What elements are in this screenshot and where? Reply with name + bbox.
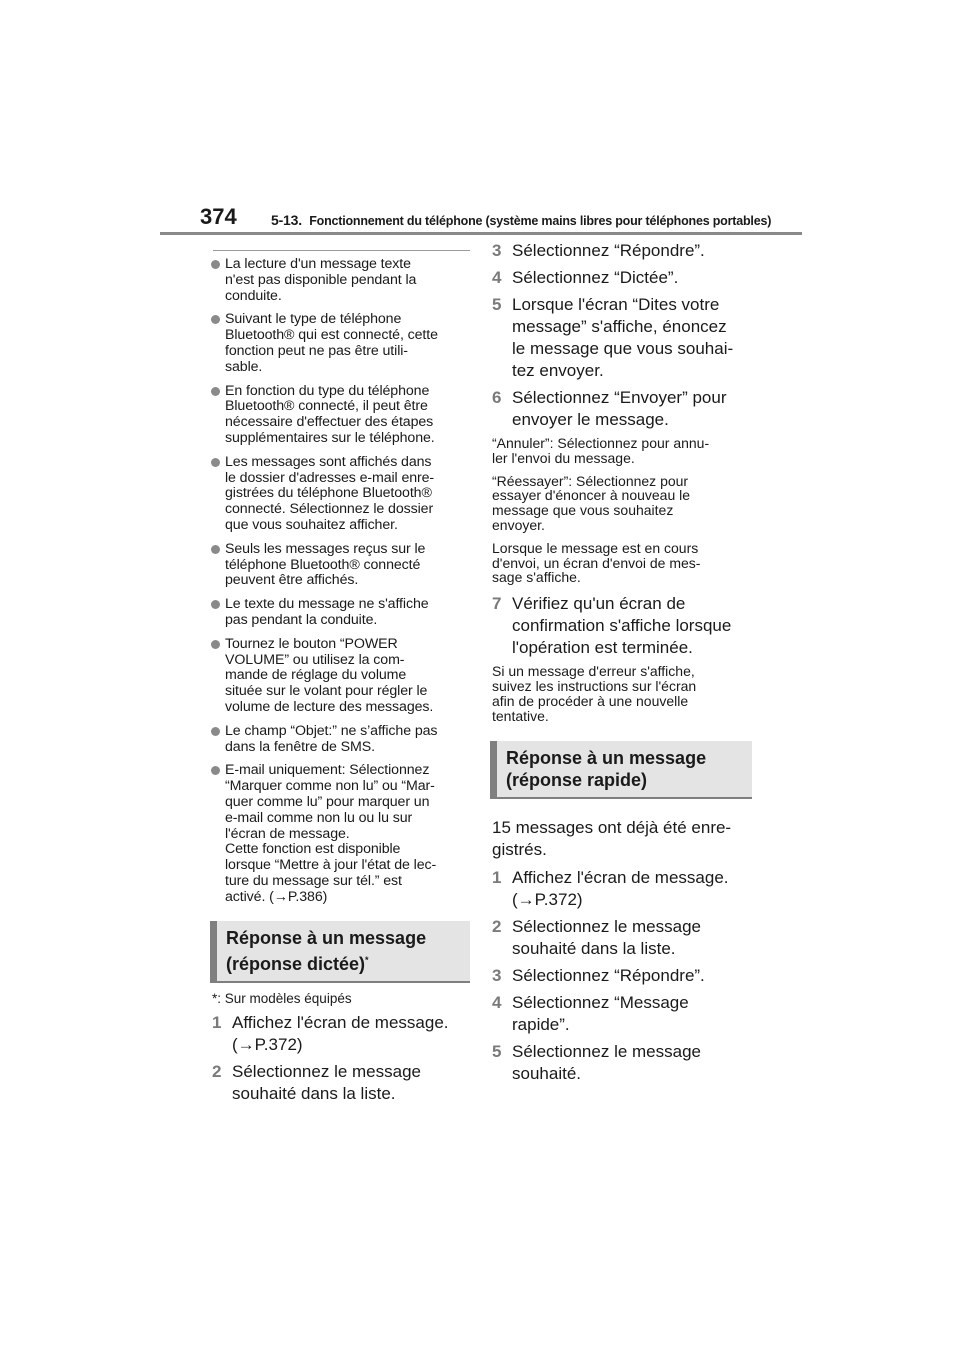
chapter-title: [271, 212, 771, 228]
page-header: [160, 204, 802, 236]
step-item: [490, 240, 752, 262]
note-item: Tournez le bouton “POWER VOLUME” ou utilisez la com- mande de réglage du volume située sur le volant pour régler le volume de lecture des messages.: [210, 637, 470, 716]
step-item: [490, 965, 752, 987]
step-text: Sélectionnez “Envoyer” pour envoyer le message.: [512, 388, 727, 429]
note-item: Suivant le type de téléphone Bluetooth® qui est connecté, cette fonction peut ne pas être utili- sable.: [210, 312, 470, 375]
chapter-number: 5-13.: [271, 212, 302, 228]
section-heading-quick: Réponse à un message (réponse rapide): [490, 741, 752, 799]
note-item: E-mail uniquement: Sélectionnez “Marquer comme non lu” ou “Mar- quer comme lu” pour marquer un e-mail comme non lu ou lu sur l'écran de message. Cette fonction est disponible lorsque “Mettre à jour l'état de lec- ture du message sur tél.” est activé. (→P.386): [210, 763, 470, 905]
section-intro: 15 messages ont déjà été enre- gistrés.: [492, 818, 732, 860]
note-item: La lecture d'un message texte n'est pas disponible pendant la conduite.: [210, 257, 470, 304]
step-item: [490, 267, 752, 289]
note-item: Le champ “Objet:” ne s’affiche pas dans la fenêtre de SMS.: [210, 724, 470, 756]
step-text: Sélectionnez le message souhaité dans la liste.: [232, 1062, 422, 1104]
step-item: [490, 992, 752, 1036]
step-item: [490, 294, 752, 382]
steps-list: [490, 593, 752, 659]
step-item: [490, 387, 752, 431]
page-number: 374: [200, 204, 237, 229]
section-heading-dictated: Réponse à un message (réponse dictée)*: [210, 921, 470, 983]
step-text: Sélectionnez “Message rapide”.: [512, 993, 689, 1035]
notes-list: [210, 257, 470, 905]
steps-list: [210, 1012, 470, 1105]
left-column: [210, 250, 470, 1110]
steps-list: [490, 867, 752, 1085]
step-text: Affichez l'écran de message. (→P.372): [512, 868, 729, 910]
chapter-title-text: Fonctionnement du téléphone (système mains libres pour téléphones portables): [309, 214, 772, 228]
note-item: Seuls les messages reçus sur le téléphone Bluetooth® connecté peuvent être affichés.: [210, 542, 470, 589]
step-text: Sélectionnez “Répondre”.: [512, 966, 705, 986]
step-item: [490, 593, 752, 659]
note-item: Le texte du message ne s'affiche pas pendant la conduite.: [210, 597, 470, 629]
step-number: 6: [492, 388, 502, 407]
step-text: Sélectionnez “Dictée”.: [512, 268, 679, 287]
step-text: Sélectionnez “Répondre”.: [512, 241, 705, 260]
step-number: 3: [492, 241, 502, 260]
error-note: Si un message d'erreur s'affiche, suivez les instructions sur l'écran afin de procéder à une nouvelle tentative.: [492, 663, 697, 724]
step-item: [490, 867, 752, 911]
step-number: 2: [212, 1062, 222, 1082]
notes-divider: [213, 250, 470, 251]
step-number: 4: [492, 268, 502, 287]
step-text: Affichez l'écran de message. (→P.372): [232, 1013, 449, 1055]
step-text: Vérifiez qu'un écran de confirmation s'affiche lorsque l'opération est terminée.: [512, 594, 732, 658]
header-rule: [160, 232, 802, 235]
footnote: *: Sur modèles équipés: [212, 991, 352, 1007]
step-number: 5: [492, 1042, 502, 1062]
right-column: [490, 240, 752, 1090]
step-number: 5: [492, 295, 502, 314]
step-number: 3: [492, 966, 502, 986]
note-item: Les messages sont affichés dans le dossier d'adresses e-mail enre- gistrées du téléphone Bluetooth® connecté. Sélectionnez le dossier que vous souhaitez afficher.: [210, 455, 470, 534]
steps-list: [490, 240, 752, 431]
step-number: 4: [492, 993, 502, 1013]
step-item: [490, 1041, 752, 1085]
step-item: [490, 916, 752, 960]
step-note: Lorsque le message est en cours d'envoi, un écran d'envoi de mes- sage s'affiche.: [492, 539, 701, 586]
step-text: Lorsque l'écran “Dites votre message” s'affiche, énoncez le message que vous souhai- tez envoyer.: [512, 295, 734, 380]
step-item: [210, 1012, 470, 1056]
step-item: [210, 1061, 470, 1105]
footnote-marker: *: [365, 955, 369, 966]
step-note: “Réessayer”: Sélectionnez pour essayer d'énoncer à nouveau le message que vous souhaitez envoyer.: [492, 472, 691, 533]
step-number: 1: [492, 868, 502, 888]
step-text: Sélectionnez le message souhaité dans la liste.: [512, 917, 702, 959]
step-text: Sélectionnez le message souhaité.: [512, 1042, 702, 1084]
step-number: 7: [492, 594, 502, 614]
step-note: “Annuler”: Sélectionnez pour annu- ler l'envoi du message.: [492, 435, 710, 466]
note-item: En fonction du type du téléphone Bluetooth® connecté, il peut être nécessaire d'effectuer des étapes supplémentaires sur le téléphone.: [210, 384, 470, 447]
step-number: 2: [492, 917, 502, 937]
step-number: 1: [212, 1013, 222, 1033]
